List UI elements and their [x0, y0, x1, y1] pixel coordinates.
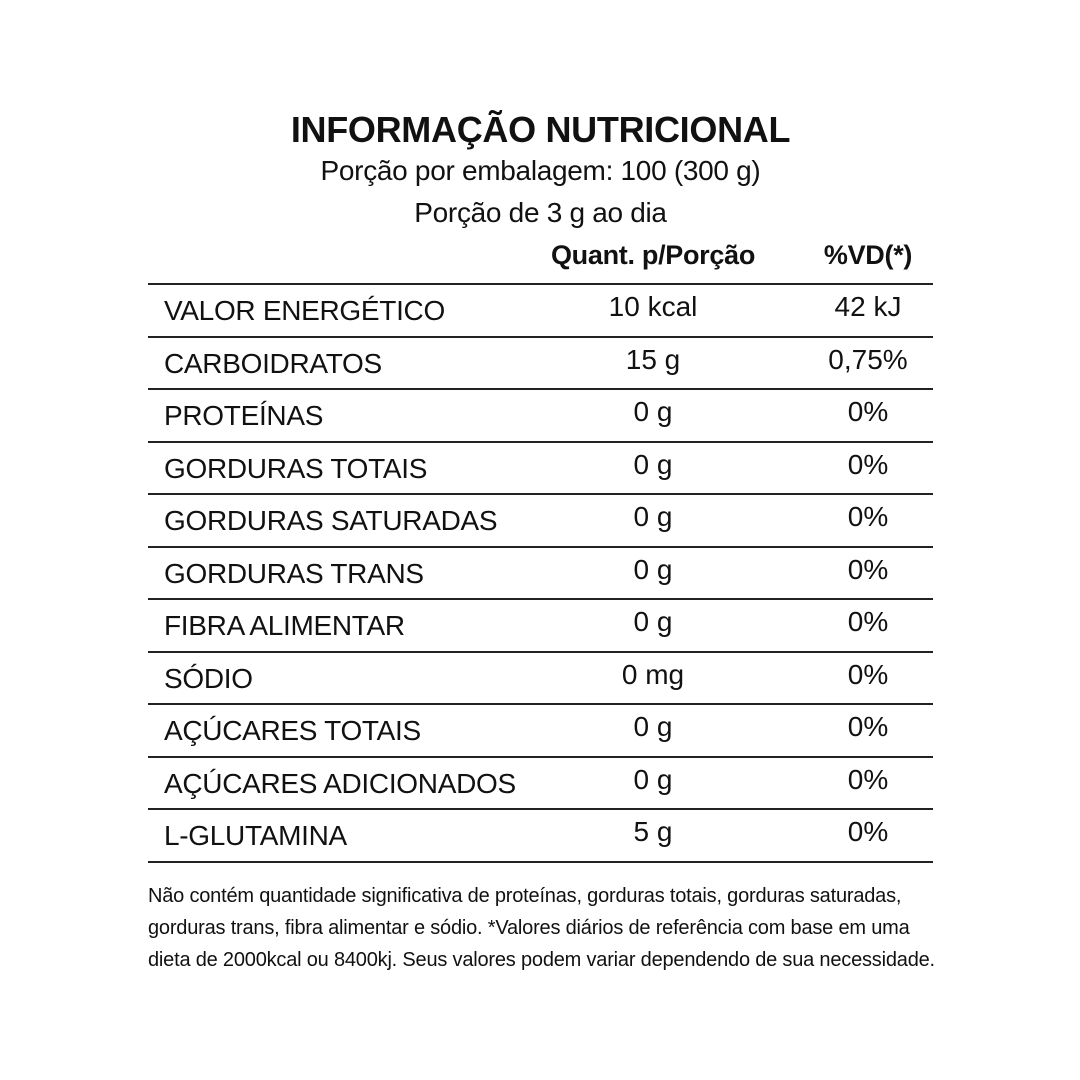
- table-row: [148, 653, 933, 706]
- nutrient-name: SÓDIO: [164, 662, 253, 694]
- nutrient-daily-value: 0%: [847, 501, 889, 532]
- label-footnote: Não contém quantidade significativa de proteínas, gorduras totais, gorduras saturadas, gorduras trans, fibra alimentar e sódio. *Valores diários de referência com base em uma dieta de 2000kcal ou 8400kj. Seus valores podem variar dependendo de sua necessidade.: [148, 885, 935, 971]
- nutrient-daily-value: 0%: [847, 553, 889, 585]
- serving-per-package: Porção por embalagem: 100 (300 g): [320, 155, 761, 186]
- table-row: [148, 443, 933, 496]
- nutrient-name: L-GLUTAMINA: [164, 820, 347, 851]
- nutrient-name: VALOR ENERGÉTICO: [164, 295, 445, 326]
- nutrient-daily-value: 0,75%: [828, 343, 908, 375]
- nutrient-daily-value: 0%: [847, 711, 889, 742]
- column-header-quantity: Quant. p/Porção: [550, 240, 756, 270]
- nutrient-quantity: 0 g: [633, 763, 673, 795]
- nutrient-quantity: 0 g: [633, 553, 673, 585]
- nutrient-quantity: 0 mg: [621, 658, 685, 690]
- table-row: [148, 758, 933, 811]
- nutrient-name: GORDURAS SATURADAS: [164, 505, 498, 536]
- nutrient-table: [148, 283, 933, 863]
- nutrient-daily-value: 0%: [847, 396, 889, 427]
- nutrient-quantity: 0 g: [633, 501, 673, 532]
- serving-daily: Porção de 3 g ao dia: [414, 197, 667, 228]
- nutrient-quantity: 0 g: [633, 606, 673, 637]
- table-row: [148, 338, 933, 391]
- table-row: [148, 495, 933, 548]
- nutrient-daily-value: 42 kJ: [834, 291, 902, 322]
- table-row: [148, 705, 933, 758]
- table-row: [148, 390, 933, 443]
- table-row: [148, 285, 933, 338]
- nutrient-name: CARBOIDRATOS: [164, 347, 382, 379]
- nutrient-quantity: 0 g: [633, 448, 673, 480]
- nutrient-quantity: 0 g: [633, 396, 673, 427]
- nutrient-quantity: 15 g: [625, 343, 681, 375]
- nutrient-daily-value: 0%: [847, 658, 889, 690]
- nutrient-name: AÇÚCARES ADICIONADOS: [164, 767, 516, 799]
- nutrient-quantity: 10 kcal: [608, 291, 698, 322]
- nutrient-name: AÇÚCARES TOTAIS: [164, 715, 421, 746]
- nutrient-daily-value: 0%: [847, 763, 889, 795]
- table-row: [148, 600, 933, 653]
- nutrient-quantity: 5 g: [633, 816, 673, 847]
- nutrient-name: PROTEÍNAS: [164, 400, 324, 431]
- column-header-daily-value: %VD(*): [823, 240, 913, 270]
- nutrient-name: FIBRA ALIMENTAR: [164, 610, 405, 641]
- nutrient-daily-value: 0%: [847, 816, 889, 847]
- table-row: [148, 548, 933, 601]
- nutrient-daily-value: 0%: [847, 448, 889, 480]
- nutrient-quantity: 0 g: [633, 711, 673, 742]
- label-title: INFORMAÇÃO NUTRICIONAL: [290, 109, 791, 150]
- nutrient-name: GORDURAS TRANS: [164, 557, 424, 589]
- nutrient-name: GORDURAS TOTAIS: [164, 452, 428, 484]
- nutrient-daily-value: 0%: [847, 606, 889, 637]
- table-row: [148, 810, 933, 863]
